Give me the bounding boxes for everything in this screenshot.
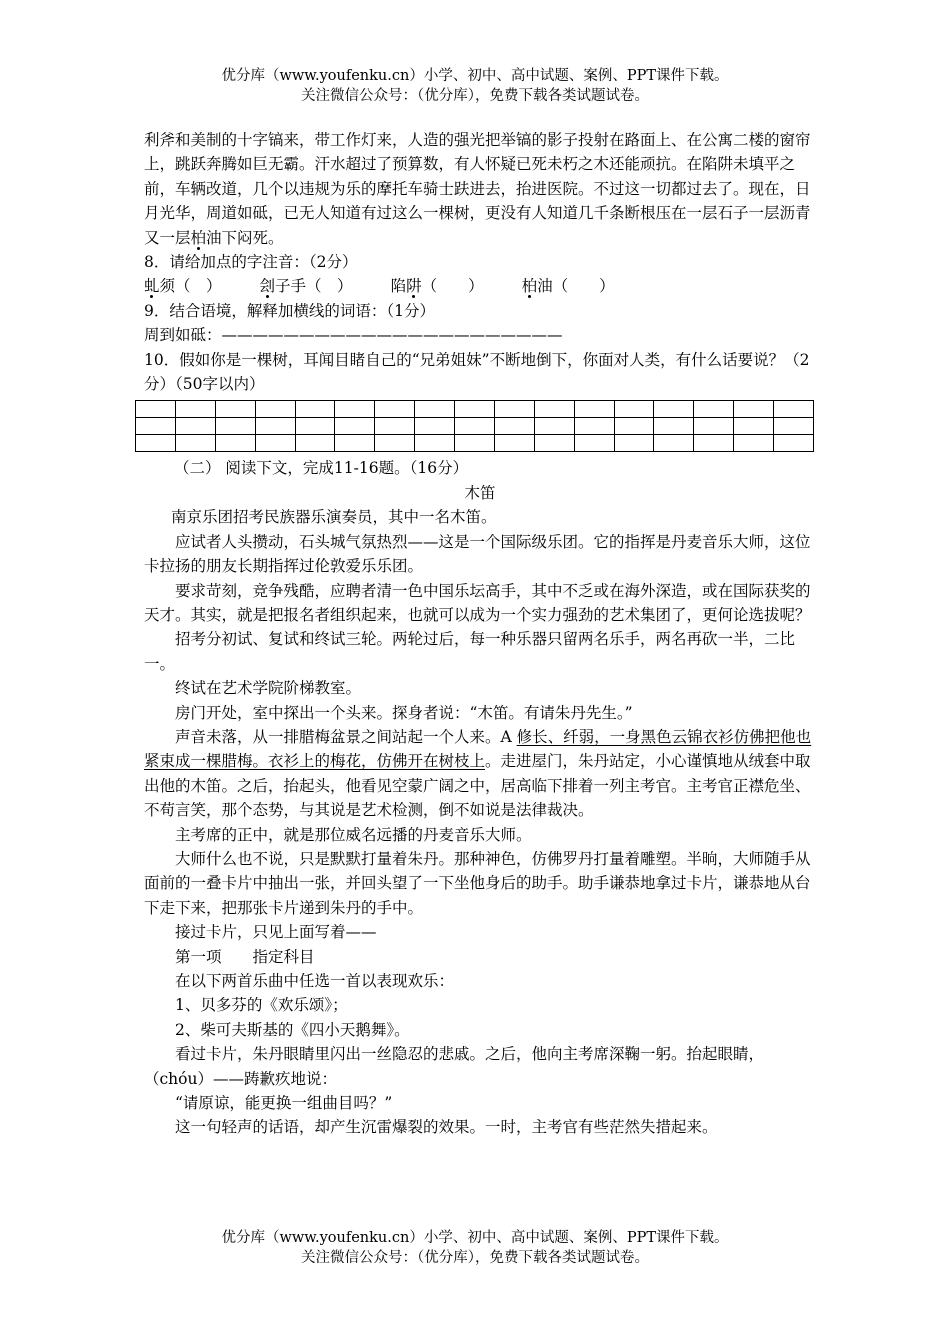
story-paragraph: 房门开处，室中探出一个头来。探身者说：“木笛。有请朱丹先生。”: [175, 703, 633, 722]
story-paragraph: 要求苛刻，竞争残酷，应聘者清一色中国乐坛高手，其中不乏或在海外深造，或在国际获奖的天才。其实，就是把报名者组织起来，也就可以成为一个实力强劲的艺术集团了，更何论选拔呢？: [144, 581, 811, 624]
exam-content: [144, 128, 816, 1140]
footer-line-1: 优分库（www.youfenku.cn）小学、初中、高中试题、案例、PPT课件下载。: [221, 1230, 729, 1246]
passage-tail: 利斧和美制的十字镐来，带工作灯来，人造的强光把举镐的影子投射在路面上、在公寓二楼的窗帘上，跳跃奔腾如巨无霸。汗水超过了预算数，有人怀疑已死未朽之木还能顽抗。在陷阱未填平之前，车辆改道，几个以违规为乐的摩托车骑士趺进去，抬进医院。不过这一切都过去了。现在，日月光华，周道如砥，已无人知道有过这么一棵树，更没有人知道几千条断根压在一层石子一层沥青又一层柏油下闷死。: [144, 131, 811, 247]
question-8-stem: 8．请给加点的字注音：（2分）: [144, 253, 358, 272]
story-paragraph: 1、贝多芬的《欢乐颂》；: [175, 996, 348, 1015]
q8-item: 虬须（ ）: [144, 277, 222, 296]
grid-row: [136, 435, 814, 452]
story-paragraph: 这一句轻声的话语，却产生沉雷爆裂的效果。一时，主考官有些茫然失措起来。: [175, 1118, 718, 1137]
page-header: [0, 66, 950, 106]
question-10-stem: 10．假如你是一棵树，耳闻目睹自己的“兄弟姐妹”不断地倒下，你面对人类，有什么话要说？（2分）（50字以内）: [144, 350, 810, 394]
story-paragraph: 终试在艺术学院阶梯教室。: [175, 679, 362, 698]
q8-item: 刽子手（ ）: [259, 277, 353, 296]
answer-grid[interactable]: [135, 400, 814, 452]
grid-row: [136, 401, 814, 418]
section-2-intro: （二） 阅读下文，完成11-16题。（16分）: [174, 459, 469, 478]
question-9-stem: 9．结合语境，解释加横线的词语：（1分）: [144, 301, 435, 320]
story-paragraph-a: 声音未落，从一排腊梅盆景之间站起一个人来。A 修长、纤弱，一身黑色云锦衣衫仿佛把他也紧束成一棵腊梅。衣衫上的梅花，仿佛开在树枝上。走进屋门，朱丹站定，小心谨慎地从绒套中取出他的木笛。之后，抬起头，他看见空蒙广阔之中，居高临下排着一列主考官。主考官正襟危坐、不苟言笑，那个态势，与其说是艺术检测，倒不如说是法律裁决。: [144, 727, 812, 820]
page-footer: [0, 1228, 950, 1268]
question-9-answer-line: 周到如砥：——————————————————————: [144, 326, 563, 345]
story-paragraph: 招考分初试、复试和终试三轮。两轮过后，每一种乐器只留两名乐手，两名再砍一半，二比一。: [144, 630, 796, 673]
story-paragraph: 应试者人头攒动，石头城气氛热烈——这是一个国际级乐团。它的指挥是丹麦音乐大师，这位卡拉扬的朋友长期指挥过伦敦爱乐乐团。: [144, 532, 811, 576]
q8-item: 陷阱（ ）: [390, 277, 484, 296]
q8-item: 柏油（ ）: [521, 277, 615, 296]
header-line-2: 关注微信公众号：（优分库），免费下载各类试题试卷。: [301, 88, 649, 104]
grid-row: [136, 418, 814, 435]
story-paragraph: 2、柴可夫斯基的《四小天鹅舞》。: [175, 1020, 410, 1039]
footer-line-2: 关注微信公众号：（优分库），免费下载各类试题试卷。: [301, 1250, 649, 1266]
story-paragraph: 主考席的正中，就是那位威名远播的丹麦音乐大师。: [175, 825, 532, 844]
underlined-sentence-a: 修长、纤弱，一身黑色云锦衣衫仿佛把他也紧束成一棵腊梅。衣衫上的梅花，仿佛开在树枝上: [144, 727, 812, 771]
question-8-items: [144, 274, 816, 298]
story-paragraph: 第一项 指定科目: [175, 947, 315, 966]
story-title: 木笛: [464, 483, 496, 502]
story-paragraph: 在以下两首乐曲中任选一首以表现欢乐：: [175, 972, 455, 990]
dotted-char: 柏: [190, 228, 207, 247]
header-line-1: 优分库（www.youfenku.cn）小学、初中、高中试题、案例、PPT课件下载。: [221, 68, 729, 84]
story-paragraph: 看过卡片，朱丹眼睛里闪出一丝隐忍的悲戚。之后，他向主考席深鞠一躬。抬起眼睛，（chóu）——踌歉疚地说：: [144, 1045, 765, 1088]
story-paragraph: “请原谅，能更换一组曲目吗？”: [175, 1094, 393, 1113]
story-paragraph: 南京乐团招考民族器乐演奏员，其中一名木笛。: [171, 508, 497, 527]
story-paragraph: 接过卡片，只见上面写着——: [175, 923, 377, 942]
story-paragraph: 大师什么也不说，只是默默打量着朱丹。那种神色，仿佛罗丹打量着雕塑。半晌，大师随手从面前的一叠卡片中抽出一张，并回头望了一下坐他身后的助手。助手谦恭地拿过卡片，谦恭地从台下走下来，把那张卡片递到朱丹的手中。: [144, 849, 811, 917]
